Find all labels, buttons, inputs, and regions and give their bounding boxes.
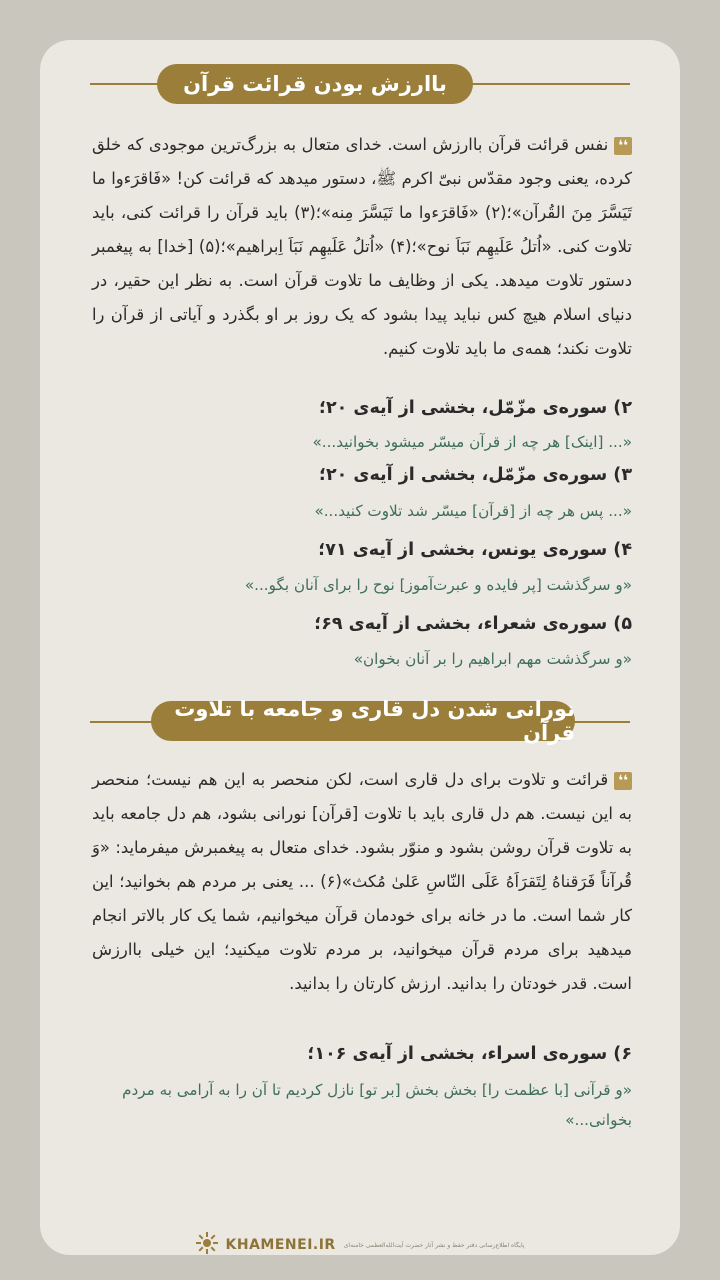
reference-text: «... پس هر چه از [قرآن] میسّر شد تلاوت کنید...» xyxy=(314,502,632,520)
reference-title: ۶) سوره‌ی اسراء، بخشی از آیه‌ی ۱۰۶؛ xyxy=(307,1044,632,1064)
reference-text: «و سرگذشت [پر فایده و عبرت‌آموز] نوح را برای آنان بگو...» xyxy=(244,576,632,594)
paragraph-text: قرائت و تلاوت برای دل قاری است، لکن منحصر به این هم نیست؛ منحصر به این نیست. هم دل قاری باید با تلاوت [قرآن] نورانی بشود، هم دل جامعه باید به تلاوت قرآن روشن بشود و منوّر بشود. خدای متعال به پیغمبرش میفرماید: «وَ قُرآناً فَرَقناهُ لِتَقرَاَهُ عَلَی النّاسِ عَلیٰ مُکث»(۶) ... یعنی بر مردم هم بخوانید؛ این کار شما است. ما در خانه برای خودمان قرآن میخوانیم، شما یک کار بالاتر انجام میدهید برای مردم قرآن میخوانید، بر مردم تلاوت میکنید؛ این خیلی باارزش است. قدر خودتان را بدانید. ارزش کارتان را بدانید. xyxy=(92,770,632,993)
reference-title: ۲) سوره‌ی مزّمّل، بخشی از آیه‌ی ۲۰؛ xyxy=(318,398,632,418)
paragraph-text: نفس قرائت قرآن باارزش است. خدای متعال به بزرگ‌ترین موجودی که خلق کرده، یعنی وجود مقدّس نبیّ اکرم ﷺ، دستور میدهد که قرائت کن! «فَاقرَءوا ما تَیَسَّرَ مِنَ القُرآن»؛(۲) «فَاقرَءوا ما تَیَسَّرَ مِنه»؛(۳) باید قرآن را قرائت کنی، باید تلاوت کنی. «اُتلُ عَلَیهِم نَبَاَ نوح»؛(۴) «اُتلُ عَلَیهِم نَبَاَ اِبراهیم»؛(۵) [خدا] به پیغمبر دستور تلاوت میدهد. یکی از وظایف ما تلاوت قرآن است. به نظر این حقیر، در دنیای اسلام هیچ کس نباید پیدا بشود که یک روز بر او بگذرد و آیاتی از قرآن را تلاوت نکند؛ همه‌ی ما باید تلاوت کنیم. xyxy=(92,135,633,358)
quote-mark-icon: ❛❛ xyxy=(614,137,632,155)
section-title: نورانی شدن دل قاری و جامعه با تلاوت قرآن xyxy=(174,697,575,745)
quote-mark-icon: ❛❛ xyxy=(614,772,632,790)
reference-title: ۴) سوره‌ی یونس، بخشی از آیه‌ی ۷۱؛ xyxy=(318,540,632,560)
reference-text: «و سرگذشت مهم ابراهیم را بر آنان بخوان» xyxy=(353,650,632,668)
section-title-banner xyxy=(157,64,473,104)
reference-text: «... [اینک] هر چه از قرآن میسّر میشود بخوانید...» xyxy=(312,433,632,451)
sunburst-logo-icon xyxy=(196,1232,218,1258)
reference-text: «و قرآنی [با عظمت را] بخش بخش [بر تو] نازل کردیم تا آن را به آرامی به مردم بخوانی...» xyxy=(122,1081,632,1129)
site-name: KHAMENEI.IR xyxy=(225,1237,336,1253)
reference-title: ۵) سوره‌ی شعراء، بخشی از آیه‌ی ۶۹؛ xyxy=(314,614,632,634)
body-paragraph xyxy=(92,128,632,366)
site-subtitle: پایگاه اطلاع‌رسانی دفتر حفظ و نشر آثار حضرت آیت‌الله‌العظمی خامنه‌ای xyxy=(343,1241,525,1249)
section-title: باارزش بودن قرائت قرآن xyxy=(183,72,447,96)
section-title-banner xyxy=(151,697,575,745)
footer-branding xyxy=(0,1230,720,1260)
body-paragraph xyxy=(92,763,632,1001)
reference-title: ۳) سوره‌ی مزّمّل، بخشی از آیه‌ی ۲۰؛ xyxy=(318,465,632,485)
